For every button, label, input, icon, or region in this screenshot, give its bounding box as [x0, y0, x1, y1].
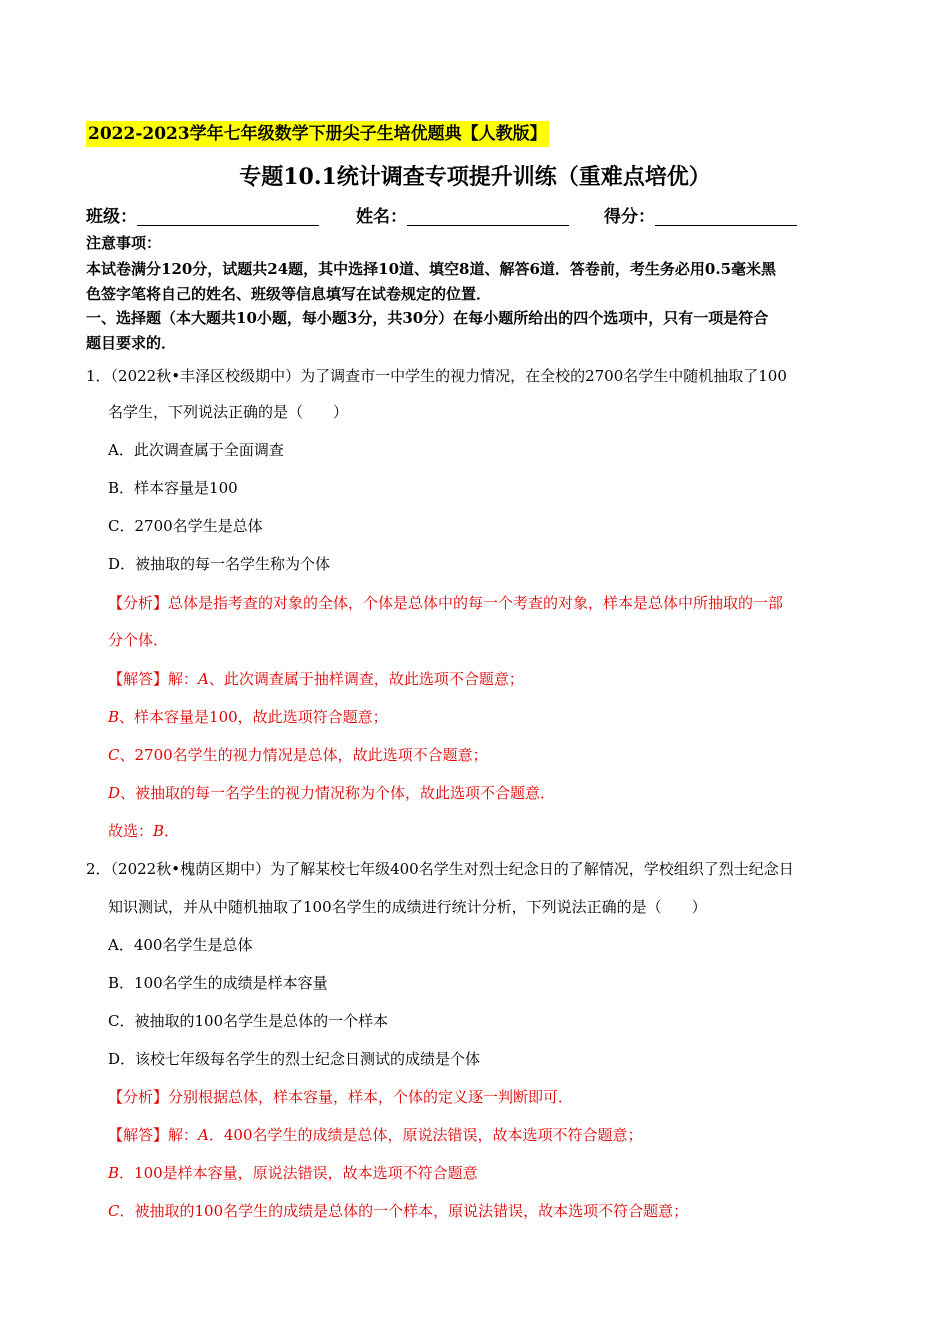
q2-answer-letter-a: A	[198, 1126, 209, 1144]
q1-choice-label: 故选：	[108, 822, 154, 840]
q2-analysis-text: 分别根据总体，样本容量，样本，个体的定义逐一判断即可．	[168, 1088, 574, 1106]
q1-answer-letter-c: C	[108, 746, 120, 764]
page-title: 专题10.1统计调查专项提升训练（重难点培优）	[239, 164, 711, 190]
q2-answer-tag: 【解答】	[108, 1126, 169, 1144]
notice-line-2: 色签字笔将自己的姓名、班级等信息填写在试卷规定的位置．	[86, 285, 492, 303]
score-field	[604, 204, 797, 230]
class-blank[interactable]	[137, 205, 319, 226]
q2-answer-text-a: ．400名学生的成绩是总体，原说法错误，故本选项不符合题意；	[208, 1126, 643, 1144]
q1-answer-letter-b: B	[108, 708, 120, 726]
name-label: 姓名：	[356, 207, 407, 227]
name-field	[356, 204, 569, 230]
q2-answer-line-2	[108, 1161, 478, 1185]
q2-answer-letter-c: C	[108, 1202, 120, 1220]
score-blank[interactable]	[655, 205, 797, 226]
q2-answer-prefix: 解：	[168, 1126, 199, 1144]
q1-choice-end: ．	[164, 822, 180, 840]
q1-analysis-tag: 【分析】	[108, 594, 169, 612]
q2-stem-line-1: 2．（2022秋•槐荫区期中）为了解某校七年级400名学生对烈士纪念日的了解情况，学校组织了烈士纪念日	[86, 860, 794, 878]
q1-analysis-text: 总体是指考查的对象的全体，个体是总体中的每一个考查的对象，样本是总体中所抽取的一部	[168, 594, 784, 612]
q2-option-d: D．该校七年级每名学生的烈士纪念日测试的成绩是个体	[108, 1050, 481, 1068]
q1-option-b: B．样本容量是100	[108, 479, 238, 497]
notice-line-1: 本试卷满分120分，试题共24题，其中选择10道、填空8道、解答6道．答卷前，考生务必用0.5毫米黑	[86, 260, 777, 278]
notice-heading: 注意事项：	[86, 234, 162, 252]
q2-analysis-line	[108, 1085, 573, 1109]
q2-answer-letter-b: B	[108, 1164, 120, 1182]
q2-stem-line-2: 知识测试，并从中随机抽取了100名学生的成绩进行统计分析，下列说法正确的是（ ）	[108, 898, 707, 916]
name-blank[interactable]	[407, 205, 569, 226]
q1-answer-line-1	[108, 667, 524, 691]
section-heading-line-2: 题目要求的．	[86, 334, 177, 352]
q1-stem-line-2: 名学生，下列说法正确的是（ ）	[108, 403, 349, 421]
q1-option-c: C．2700名学生是总体	[108, 517, 263, 535]
section-heading-line-1: 一、选择题（本大题共10小题，每小题3分，共30分）在每小题所给出的四个选项中，只有一项是符合	[86, 309, 769, 327]
score-label: 得分：	[604, 207, 655, 227]
q2-analysis-tag: 【分析】	[108, 1088, 169, 1106]
q1-option-a: A．此次调查属于全面调查	[108, 441, 284, 459]
q1-analysis-line-2: 分个体．	[108, 631, 169, 649]
series-header: 2022-2023学年七年级数学下册尖子生培优题典【人教版】	[86, 121, 549, 147]
q2-option-b: B．100名学生的成绩是样本容量	[108, 974, 328, 992]
q1-answer-letter-d: D	[108, 784, 121, 802]
q1-answer-line-4	[108, 781, 555, 805]
q2-option-a: A．400名学生是总体	[108, 936, 253, 954]
q1-option-d: D．被抽取的每一名学生称为个体	[108, 555, 331, 573]
q2-answer-text-b: ．100是样本容量，原说法错误，故本选项不符合题意	[119, 1164, 478, 1182]
q1-answer-text-b: 、样本容量是100，故此选项符合题意；	[119, 708, 388, 726]
q2-answer-text-c: ．被抽取的100名学生的成绩是总体的一个样本，原说法错误，故本选项不符合题意；	[119, 1202, 689, 1220]
q1-answer-text-d: 、被抽取的每一名学生的视力情况称为个体，故此选项不合题意．	[120, 784, 556, 802]
q1-answer-tag: 【解答】	[108, 670, 169, 688]
q1-choice-line	[108, 819, 179, 843]
q1-analysis-line-1	[108, 591, 783, 615]
q1-answer-line-3	[108, 743, 488, 767]
q1-choice-letter: B	[153, 822, 165, 840]
q2-answer-line-1	[108, 1123, 643, 1147]
q2-option-c: C．被抽取的100名学生是总体的一个样本	[108, 1012, 389, 1030]
q1-answer-text-c: 、2700名学生的视力情况是总体，故此选项不合题意；	[119, 746, 488, 764]
q1-answer-line-2	[108, 705, 388, 729]
class-field	[86, 204, 319, 230]
q2-answer-line-3	[108, 1199, 688, 1223]
q1-stem-line-1: 1．（2022秋•丰泽区校级期中）为了调查市一中学生的视力情况，在全校的2700名学生中随机抽取了100	[86, 367, 787, 385]
q1-answer-prefix: 解：	[168, 670, 199, 688]
q1-answer-text-a: 、此次调查属于抽样调查，故此选项不合题意；	[208, 670, 524, 688]
q1-answer-letter-a: A	[198, 670, 209, 688]
class-label: 班级：	[86, 207, 137, 227]
